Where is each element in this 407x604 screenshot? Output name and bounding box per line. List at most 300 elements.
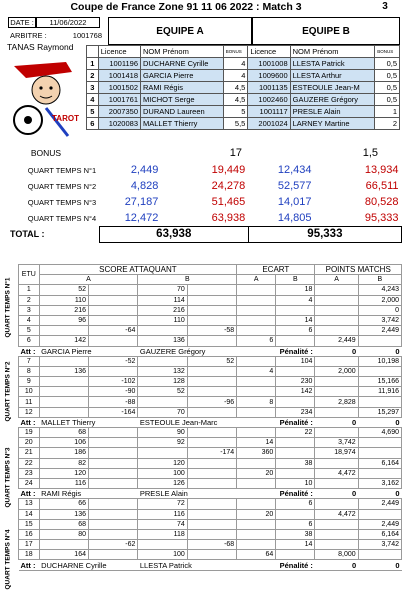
ecart-b[interactable]: 38: [276, 458, 315, 468]
points-b[interactable]: [358, 448, 401, 458]
ecart-b[interactable]: [276, 336, 315, 346]
score-a-negative[interactable]: [88, 519, 137, 529]
ecart-b[interactable]: 234: [276, 407, 315, 417]
score-a-negative[interactable]: [88, 499, 137, 509]
score-a-positive[interactable]: 116: [39, 478, 88, 488]
score-b-positive[interactable]: 128: [138, 377, 187, 387]
team-a-licence[interactable]: 1001761: [98, 94, 140, 106]
score-b-negative[interactable]: 52: [187, 356, 236, 366]
ecart-a[interactable]: 20: [237, 468, 276, 478]
score-b-negative[interactable]: [187, 366, 236, 376]
score-a-negative[interactable]: -64: [88, 326, 137, 336]
score-a-negative[interactable]: -88: [88, 397, 137, 407]
score-b-negative[interactable]: [187, 519, 236, 529]
deal-number[interactable]: 23: [19, 468, 40, 478]
ecart-b[interactable]: [276, 550, 315, 560]
score-a-positive[interactable]: [39, 540, 88, 550]
penalty-label: Pénalité :: [237, 346, 315, 356]
team-b-name[interactable]: LLESTA Arthur: [290, 70, 375, 82]
score-a-positive[interactable]: 68: [39, 519, 88, 529]
team-a-bonus[interactable]: 4,5: [223, 94, 248, 106]
grid-ecart-b: B: [276, 275, 315, 285]
score-b-positive[interactable]: 216: [138, 305, 187, 315]
team-b-bonus[interactable]: 0,5: [375, 70, 400, 82]
ecart-b[interactable]: 6: [276, 499, 315, 509]
score-a-positive[interactable]: 106: [39, 438, 88, 448]
points-b[interactable]: [358, 366, 401, 376]
player-number[interactable]: 5: [87, 106, 99, 118]
ecart-a[interactable]: [237, 499, 276, 509]
ecart-a[interactable]: 20: [237, 509, 276, 519]
points-a[interactable]: [315, 315, 358, 325]
points-b[interactable]: 2,449: [358, 499, 401, 509]
team-a-licence[interactable]: 1001196: [98, 58, 140, 70]
score-b-negative[interactable]: [187, 295, 236, 305]
score-b-negative[interactable]: [187, 468, 236, 478]
deal-row: [19, 336, 402, 346]
points-b[interactable]: 11,916: [358, 387, 401, 397]
ecart-a[interactable]: [237, 387, 276, 397]
points-b[interactable]: [358, 438, 401, 448]
ecart-a[interactable]: [237, 295, 276, 305]
score-b-negative[interactable]: [187, 499, 236, 509]
points-a[interactable]: [315, 519, 358, 529]
points-b[interactable]: [358, 336, 401, 346]
penalty-b: 0: [358, 417, 401, 427]
team-b-licence[interactable]: 1001008: [248, 58, 290, 70]
ecart-b[interactable]: 6: [276, 519, 315, 529]
score-b-positive[interactable]: 72: [138, 499, 187, 509]
team-a-name[interactable]: MICHOT Serge: [141, 94, 224, 106]
ecart-b[interactable]: [276, 468, 315, 478]
score-b-positive[interactable]: [138, 326, 187, 336]
ecart-a[interactable]: 360: [237, 448, 276, 458]
ecart-b[interactable]: 18: [276, 285, 315, 295]
grid-points-header: POINTS MATCHS: [315, 265, 402, 275]
penalty-label: Pénalité :: [237, 489, 315, 499]
deal-row: [19, 550, 402, 560]
score-b-positive[interactable]: 100: [138, 468, 187, 478]
score-a-negative[interactable]: [88, 468, 137, 478]
arbitre-label: ARBITRE :: [10, 31, 47, 40]
score-a-positive[interactable]: [39, 377, 88, 387]
deal-number[interactable]: 17: [19, 540, 40, 550]
score-a-positive[interactable]: [39, 407, 88, 417]
score-a-positive[interactable]: 136: [39, 509, 88, 519]
score-b-negative[interactable]: [187, 305, 236, 315]
ecart-b[interactable]: [276, 438, 315, 448]
score-b-negative[interactable]: [187, 377, 236, 387]
ecart-b[interactable]: 14: [276, 540, 315, 550]
deal-number[interactable]: 16: [19, 529, 40, 539]
section-vertical-label: QUART TEMPS N°4: [4, 529, 12, 590]
penalty-a: 0: [315, 560, 358, 570]
penalty-a: 0: [315, 417, 358, 427]
score-b-negative[interactable]: -96: [187, 397, 236, 407]
team-b-name[interactable]: LARNEY Martine: [290, 118, 375, 130]
player-number[interactable]: 3: [87, 82, 99, 94]
points-b[interactable]: 3,742: [358, 540, 401, 550]
points-a[interactable]: 18,974: [315, 448, 358, 458]
match-title: Coupe de France Zone 91 11 06 2022 : Match 3: [70, 1, 302, 13]
score-a-negative[interactable]: [88, 438, 137, 448]
score-b-positive[interactable]: [138, 356, 187, 366]
score-b-negative[interactable]: [187, 458, 236, 468]
ecart-a[interactable]: 8: [237, 397, 276, 407]
score-b-negative[interactable]: [187, 438, 236, 448]
team-b-bonus[interactable]: 0,5: [375, 82, 400, 94]
score-a-positive[interactable]: 136: [39, 366, 88, 376]
ecart-a[interactable]: 6: [237, 336, 276, 346]
points-b[interactable]: 3,742: [358, 315, 401, 325]
score-b-positive[interactable]: 90: [138, 428, 187, 438]
deal-number[interactable]: 13: [19, 499, 40, 509]
deal-number[interactable]: 19: [19, 428, 40, 438]
score-b-positive[interactable]: 116: [138, 509, 187, 519]
ecart-a[interactable]: [237, 315, 276, 325]
points-b[interactable]: 15,297: [358, 407, 401, 417]
deal-number[interactable]: 24: [19, 478, 40, 488]
score-a-negative[interactable]: [88, 458, 137, 468]
team-a-bonus[interactable]: 5: [223, 106, 248, 118]
section-vertical-label: QUART TEMPS N°3: [4, 447, 12, 508]
score-b-positive[interactable]: 92: [138, 438, 187, 448]
ecart-b[interactable]: [276, 366, 315, 376]
points-b[interactable]: 6,164: [358, 529, 401, 539]
team-b-name[interactable]: ESTEOULE Jean-M: [290, 82, 375, 94]
points-a[interactable]: 3,742: [315, 438, 358, 448]
deal-number[interactable]: 9: [19, 377, 40, 387]
score-b-positive[interactable]: [138, 448, 187, 458]
score-b-negative[interactable]: [187, 550, 236, 560]
date-value[interactable]: 11/06/2022: [36, 17, 100, 28]
score-a-negative[interactable]: [88, 295, 137, 305]
deal-row: [19, 366, 402, 376]
team-a-cumulative: 19,449: [211, 164, 246, 176]
ecart-a[interactable]: 64: [237, 550, 276, 560]
deal-number[interactable]: 11: [19, 397, 40, 407]
team-b-licence[interactable]: 2001024: [248, 118, 290, 130]
points-b[interactable]: 0: [358, 305, 401, 315]
deal-number[interactable]: 5: [19, 326, 40, 336]
score-b-negative[interactable]: [187, 478, 236, 488]
points-b[interactable]: 3,162: [358, 478, 401, 488]
score-b-positive[interactable]: [138, 540, 187, 550]
team-b-licence[interactable]: 1001117: [248, 106, 290, 118]
team-b-bonus[interactable]: 1: [375, 106, 400, 118]
points-a[interactable]: 2,449: [315, 336, 358, 346]
deal-number[interactable]: 8: [19, 366, 40, 376]
points-b[interactable]: 4,690: [358, 428, 401, 438]
score-a-positive[interactable]: 80: [39, 529, 88, 539]
points-b[interactable]: 10,198: [358, 356, 401, 366]
score-a-negative[interactable]: [88, 315, 137, 325]
points-b[interactable]: 2,449: [358, 326, 401, 336]
points-b[interactable]: 15,166: [358, 377, 401, 387]
ecart-b[interactable]: 142: [276, 387, 315, 397]
points-a[interactable]: [315, 377, 358, 387]
attacker-a-name: DUCHARNE Cyrille: [39, 560, 138, 570]
score-b-positive[interactable]: 52: [138, 387, 187, 397]
score-a-negative[interactable]: [88, 336, 137, 346]
team-b-bonus[interactable]: 2: [375, 118, 400, 130]
points-b[interactable]: 2,449: [358, 519, 401, 529]
ecart-a[interactable]: 14: [237, 438, 276, 448]
points-b[interactable]: [358, 550, 401, 560]
score-a-negative[interactable]: [88, 285, 137, 295]
deal-number[interactable]: 12: [19, 407, 40, 417]
ecart-b[interactable]: [276, 397, 315, 407]
points-a[interactable]: [315, 428, 358, 438]
points-b[interactable]: [358, 397, 401, 407]
attacker-b-name: LLESTA Patrick: [138, 560, 237, 570]
score-b-positive[interactable]: 114: [138, 295, 187, 305]
points-a[interactable]: [315, 458, 358, 468]
deal-number[interactable]: 15: [19, 519, 40, 529]
team-b-licence[interactable]: 1002460: [248, 94, 290, 106]
score-b-negative[interactable]: [187, 509, 236, 519]
points-a[interactable]: [315, 285, 358, 295]
team-a-licence[interactable]: 1001418: [98, 70, 140, 82]
ecart-a[interactable]: 4: [237, 366, 276, 376]
ecart-a[interactable]: [237, 428, 276, 438]
grid-ecart-a: A: [237, 275, 276, 285]
team-a-licence[interactable]: 1020083: [98, 118, 140, 130]
score-a-positive[interactable]: 68: [39, 428, 88, 438]
quart-temps-row: [4, 178, 402, 194]
score-a-negative[interactable]: [88, 478, 137, 488]
grid-score-header: SCORE ATTAQUANT: [39, 265, 237, 275]
score-b-positive[interactable]: [138, 397, 187, 407]
ecart-b[interactable]: 14: [276, 315, 315, 325]
player-number[interactable]: 4: [87, 94, 99, 106]
col-nom-b: NOM Prénom: [290, 46, 375, 58]
points-b[interactable]: 2,000: [358, 295, 401, 305]
points-a[interactable]: [315, 305, 358, 315]
score-b-negative[interactable]: [187, 529, 236, 539]
score-a-positive[interactable]: 164: [39, 550, 88, 560]
deal-number[interactable]: 21: [19, 448, 40, 458]
ecart-a[interactable]: [237, 529, 276, 539]
points-a[interactable]: [315, 529, 358, 539]
points-a[interactable]: 2,000: [315, 366, 358, 376]
team-a-bonus[interactable]: 5,5: [223, 118, 248, 130]
ecart-a[interactable]: [237, 407, 276, 417]
team-a-licence[interactable]: 1001502: [98, 82, 140, 94]
ecart-b[interactable]: 4: [276, 295, 315, 305]
deal-number[interactable]: 7: [19, 356, 40, 366]
tarot-logo-icon: [6, 58, 84, 146]
score-b-negative[interactable]: [187, 315, 236, 325]
team-a-cumulative: 51,465: [211, 196, 246, 208]
score-a-positive[interactable]: [39, 356, 88, 366]
score-a-positive[interactable]: 52: [39, 285, 88, 295]
points-a[interactable]: [315, 326, 358, 336]
score-a-negative[interactable]: [88, 509, 137, 519]
ecart-b[interactable]: 22: [276, 428, 315, 438]
ecart-a[interactable]: [237, 540, 276, 550]
team-a-bonus[interactable]: 4: [223, 58, 248, 70]
team-b-bonus[interactable]: 0,5: [375, 94, 400, 106]
points-a[interactable]: [315, 387, 358, 397]
score-b-negative[interactable]: -174: [187, 448, 236, 458]
score-a-negative[interactable]: -90: [88, 387, 137, 397]
score-a-positive[interactable]: 82: [39, 458, 88, 468]
team-a-name[interactable]: RAMI Régis: [141, 82, 224, 94]
score-b-negative[interactable]: -68: [187, 540, 236, 550]
team-b-licence[interactable]: 1001135: [248, 82, 290, 94]
deal-number[interactable]: 20: [19, 438, 40, 448]
ecart-a[interactable]: [237, 285, 276, 295]
score-a-negative[interactable]: [88, 529, 137, 539]
points-a[interactable]: 8,000: [315, 550, 358, 560]
score-a-positive[interactable]: 96: [39, 315, 88, 325]
score-b-positive[interactable]: 74: [138, 519, 187, 529]
score-a-positive[interactable]: [39, 387, 88, 397]
deal-row: [19, 387, 402, 397]
attacker-label: Att :: [19, 489, 40, 499]
points-b[interactable]: 6,164: [358, 458, 401, 468]
ecart-b[interactable]: [276, 509, 315, 519]
points-a[interactable]: [315, 295, 358, 305]
score-b-negative[interactable]: -58: [187, 326, 236, 336]
deal-number[interactable]: 3: [19, 305, 40, 315]
points-a[interactable]: 4,472: [315, 468, 358, 478]
deal-number[interactable]: 2: [19, 295, 40, 305]
team-b-cumulative: 95,333: [364, 211, 399, 224]
points-b[interactable]: [358, 509, 401, 519]
points-a[interactable]: [315, 407, 358, 417]
player-number[interactable]: 2: [87, 70, 99, 82]
ecart-a[interactable]: [237, 326, 276, 336]
score-a-positive[interactable]: 186: [39, 448, 88, 458]
grid-score-a: A: [39, 275, 138, 285]
score-b-positive[interactable]: 118: [138, 529, 187, 539]
score-a-positive[interactable]: 216: [39, 305, 88, 315]
score-a-negative[interactable]: [88, 305, 137, 315]
deal-number[interactable]: 18: [19, 550, 40, 560]
score-a-positive[interactable]: 120: [39, 468, 88, 478]
points-b[interactable]: 4,243: [358, 285, 401, 295]
ecart-b[interactable]: [276, 305, 315, 315]
score-a-negative[interactable]: -62: [88, 540, 137, 550]
points-a[interactable]: [315, 356, 358, 366]
points-a[interactable]: [315, 499, 358, 509]
score-a-positive[interactable]: 142: [39, 336, 88, 346]
team-a-quarter-score: 4,828: [130, 180, 159, 192]
ecart-a[interactable]: [237, 305, 276, 315]
score-b-negative[interactable]: [187, 285, 236, 295]
team-a-bonus[interactable]: 4: [223, 70, 248, 82]
team-a-name[interactable]: DUCHARNE Cyrille: [141, 58, 224, 70]
score-a-negative[interactable]: -102: [88, 377, 137, 387]
score-b-negative[interactable]: [187, 407, 236, 417]
deal-number[interactable]: 10: [19, 387, 40, 397]
points-a[interactable]: 4,472: [315, 509, 358, 519]
ecart-a[interactable]: [237, 356, 276, 366]
score-a-positive[interactable]: [39, 397, 88, 407]
deal-number[interactable]: 22: [19, 458, 40, 468]
ecart-b[interactable]: 230: [276, 377, 315, 387]
team-b-name[interactable]: PRESLE Alain: [290, 106, 375, 118]
score-a-positive[interactable]: 66: [39, 499, 88, 509]
team-b-licence[interactable]: 1009600: [248, 70, 290, 82]
team-a-licence[interactable]: 2007350: [98, 106, 140, 118]
team-b-cumulative: 13,934: [364, 164, 399, 176]
ecart-a[interactable]: [237, 458, 276, 468]
score-a-negative[interactable]: -52: [88, 356, 137, 366]
ecart-a[interactable]: [237, 519, 276, 529]
attacker-a-name: MALLET Thierry: [39, 417, 138, 427]
ecart-b[interactable]: 10: [276, 478, 315, 488]
score-a-negative[interactable]: [88, 448, 137, 458]
ecart-b[interactable]: 104: [276, 356, 315, 366]
score-a-negative[interactable]: [88, 366, 137, 376]
arbitre-licence[interactable]: 1001768: [72, 31, 102, 40]
team-a-name[interactable]: MALLET Thierry: [141, 118, 224, 130]
team-b-name[interactable]: GAUZERE Grégory: [290, 94, 375, 106]
team-a-bonus[interactable]: 4,5: [223, 82, 248, 94]
players-header-row: [87, 46, 400, 58]
score-b-negative[interactable]: [187, 428, 236, 438]
deal-row: [19, 438, 402, 448]
ecart-b[interactable]: 38: [276, 529, 315, 539]
deal-number[interactable]: 1: [19, 285, 40, 295]
score-b-positive[interactable]: 120: [138, 458, 187, 468]
score-b-positive[interactable]: 132: [138, 366, 187, 376]
points-a[interactable]: 2,828: [315, 397, 358, 407]
team-b-header: EQUIPE B: [252, 17, 400, 45]
team-a-quarter-score: 27,187: [124, 196, 159, 208]
deal-number[interactable]: 6: [19, 336, 40, 346]
ecart-b[interactable]: 6: [276, 326, 315, 336]
player-number[interactable]: 6: [87, 118, 99, 130]
ecart-a[interactable]: [237, 377, 276, 387]
ecart-b[interactable]: [276, 448, 315, 458]
score-a-negative[interactable]: [88, 428, 137, 438]
team-b-quarter-score: 14,805: [277, 211, 312, 224]
team-a-name[interactable]: DURAND Laureen: [141, 106, 224, 118]
deal-number[interactable]: 4: [19, 315, 40, 325]
ecart-a[interactable]: [237, 478, 276, 488]
team-b-bonus[interactable]: 0,5: [375, 58, 400, 70]
points-b[interactable]: [358, 468, 401, 478]
section-footer-row: [19, 560, 402, 570]
points-a[interactable]: [315, 540, 358, 550]
deal-number[interactable]: 14: [19, 509, 40, 519]
score-b-positive[interactable]: 136: [138, 336, 187, 346]
score-b-negative[interactable]: [187, 336, 236, 346]
score-b-positive[interactable]: 126: [138, 478, 187, 488]
player-number[interactable]: 1: [87, 58, 99, 70]
score-b-positive[interactable]: 100: [138, 550, 187, 560]
score-a-negative[interactable]: -164: [88, 407, 137, 417]
score-a-positive[interactable]: 110: [39, 295, 88, 305]
score-b-positive[interactable]: 70: [138, 407, 187, 417]
penalty-b: 0: [358, 560, 401, 570]
team-a-name[interactable]: GARCIA Pierre: [141, 70, 224, 82]
score-a-positive[interactable]: [39, 326, 88, 336]
players-table: [86, 45, 400, 130]
quart-temps-row: [4, 210, 402, 226]
points-a[interactable]: [315, 478, 358, 488]
attacker-b-name: ESTEOULE Jean-Marc: [138, 417, 237, 427]
score-b-positive[interactable]: 70: [138, 285, 187, 295]
team-b-name[interactable]: LLESTA Patrick: [290, 58, 375, 70]
score-b-negative[interactable]: [187, 387, 236, 397]
score-b-positive[interactable]: 110: [138, 315, 187, 325]
score-a-negative[interactable]: [88, 550, 137, 560]
